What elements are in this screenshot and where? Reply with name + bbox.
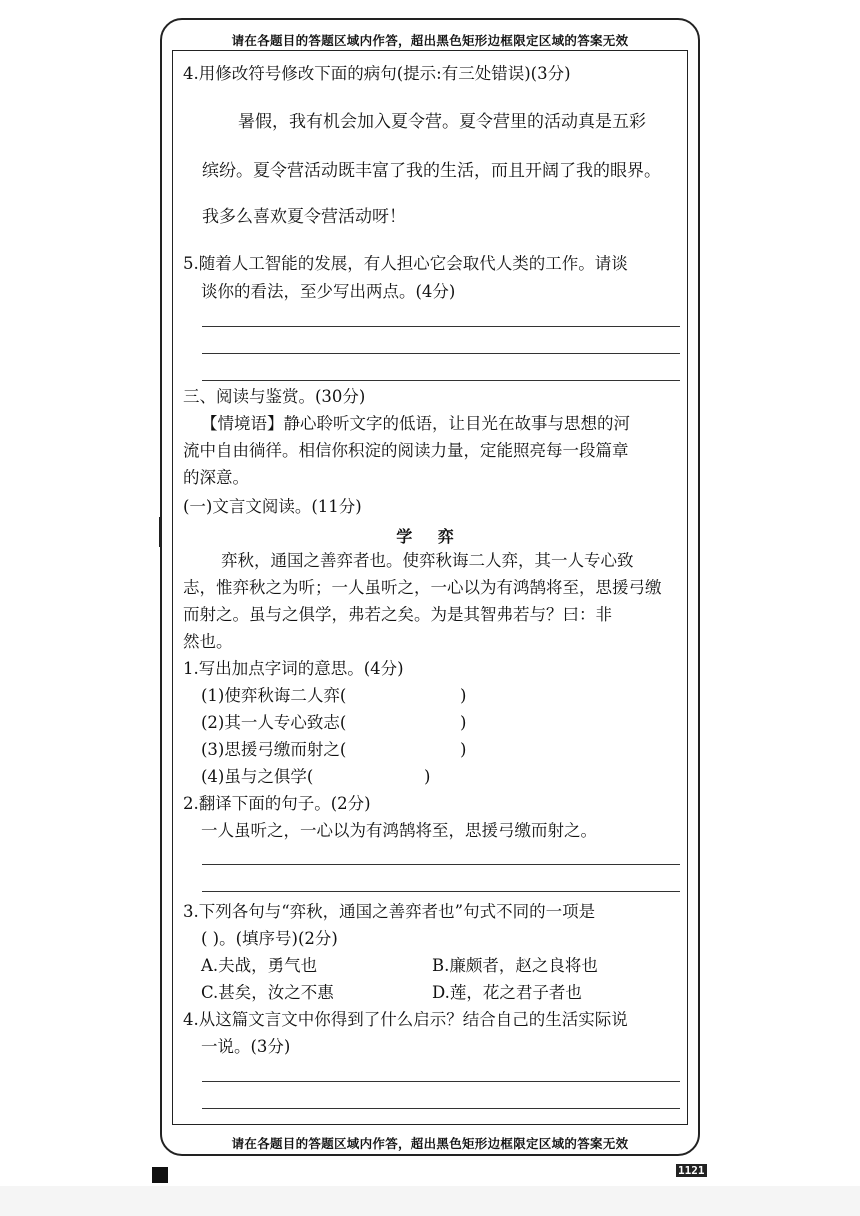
answer-line[interactable]	[202, 380, 680, 381]
page-mark: 1121	[678, 1164, 705, 1177]
r4-stem-2: 一说。(3分)	[201, 1037, 291, 1056]
r1-item-3-close[interactable]: )	[460, 740, 467, 759]
r1-stem: 1.写出加点字词的意思。(4分)	[183, 659, 404, 678]
r1-item-1: (1)使弈秋诲二人弈(	[201, 686, 347, 705]
q4-line-2: 缤纷。夏令营活动既丰富了我的生活，而且开阔了我的眼界。	[202, 161, 661, 181]
intro-line-1: 【情境语】静心聆听文字的低语，让目光在故事与思想的河	[201, 414, 630, 433]
passage-line-3: 而射之。虽与之俱学，弗若之矣。为是其智弗若与？曰：非	[183, 605, 612, 624]
r1-item-4-close[interactable]: )	[424, 767, 431, 786]
r1-item-2: (2)其一人专心致志(	[201, 713, 347, 732]
r1-item-1-close[interactable]: )	[460, 686, 467, 705]
page-bottom-band	[0, 1186, 860, 1216]
passage-line-2: 志，惟弈秋之为听；一人虽听之，一心以为有鸿鹄将至，思援弓缴	[183, 578, 662, 597]
q4-stem: 4.用修改符号修改下面的病句(提示:有三处错误)(3分)	[183, 64, 571, 83]
q5-line-2: 谈你的看法，至少写出两点。(4分)	[201, 282, 456, 301]
answer-line[interactable]	[202, 1108, 680, 1109]
passage-line-1: 弈秋，通国之善弈者也。使弈秋诲二人弈，其一人专心致	[221, 551, 634, 570]
notice-top: 请在各题目的答题区域内作答，超出黑色矩形边框限定区域的答案无效	[231, 33, 629, 48]
r1-item-2-close[interactable]: )	[460, 713, 467, 732]
section3-heading: 三、阅读与鉴赏。(30分)	[183, 387, 366, 406]
answer-line[interactable]	[202, 326, 680, 327]
r1-item-3: (3)思援弓缴而射之(	[201, 740, 347, 759]
r2-sentence: 一人虽听之，一心以为有鸿鹄将至，思援弓缴而射之。	[201, 821, 597, 840]
r3-stem-2: ( )。(填序号)(2分)	[201, 929, 338, 948]
answer-line[interactable]	[202, 864, 680, 865]
r3-option-c: C.甚矣，汝之不惠	[201, 983, 334, 1002]
registration-mark	[152, 1167, 168, 1183]
passage-title: 学 弈	[396, 527, 464, 546]
r3-option-a: A.夫战，勇气也	[201, 956, 318, 975]
answer-line[interactable]	[202, 891, 680, 892]
r3-option-d: D.莲，花之君子者也	[432, 983, 582, 1002]
q4-line-1: 暑假，我有机会加入夏令营。夏令营里的活动真是五彩	[238, 112, 646, 132]
r1-item-4: (4)虽与之俱学(	[201, 767, 314, 786]
passage-line-4: 然也。	[183, 632, 233, 651]
r3-option-b: B.廉颇者，赵之良将也	[432, 956, 598, 975]
q4-line-3: 我多么喜欢夏令营活动呀！	[202, 207, 406, 227]
r4-stem-1: 4.从这篇文言文中你得到了什么启示？结合自己的生活实际说	[183, 1010, 628, 1029]
answer-line[interactable]	[202, 353, 680, 354]
r2-stem: 2.翻译下面的句子。(2分)	[183, 794, 371, 813]
r3-stem-1: 3.下列各句与“弈秋，通国之善弈者也”句式不同的一项是	[183, 902, 596, 921]
intro-line-2: 流中自由徜徉。相信你积淀的阅读力量，定能照亮每一段篇章	[183, 441, 629, 460]
part1-heading: (一)文言文阅读。(11分)	[183, 497, 362, 516]
intro-line-3: 的深意。	[183, 468, 249, 487]
answer-line[interactable]	[202, 1081, 680, 1082]
q5-line-1: 5.随着人工智能的发展，有人担心它会取代人类的工作。请谈	[183, 254, 628, 273]
notice-bottom: 请在各题目的答题区域内作答，超出黑色矩形边框限定区域的答案无效	[231, 1136, 629, 1151]
